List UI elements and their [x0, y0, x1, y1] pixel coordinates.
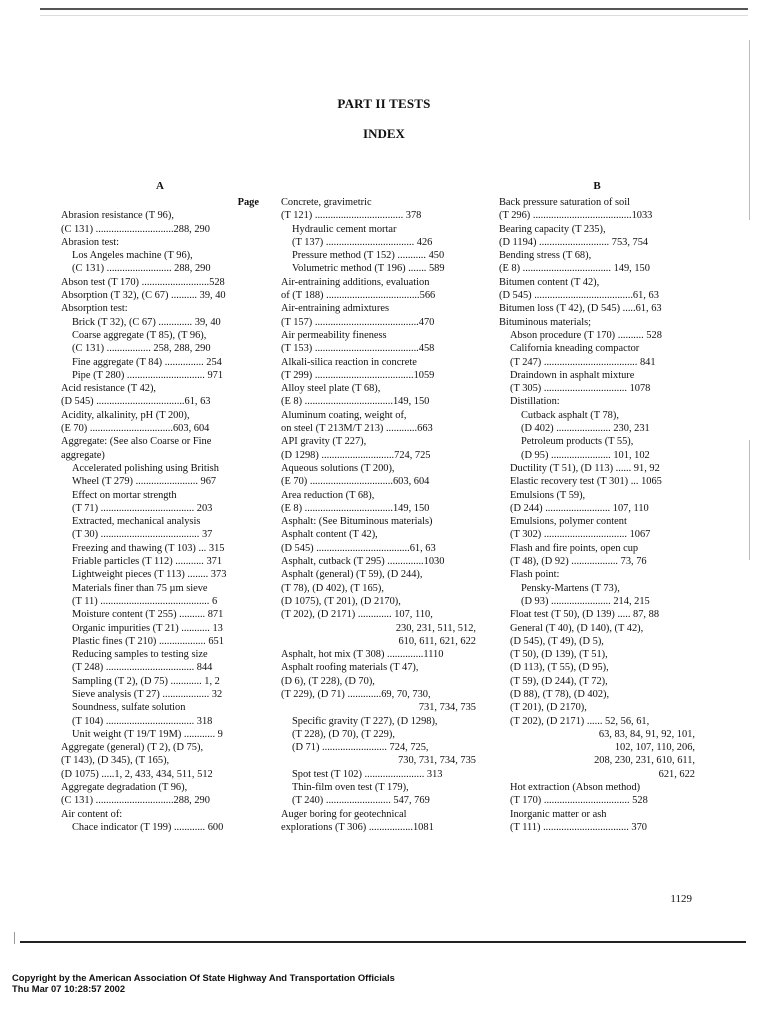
index-entry-line: Pensky-Martens (T 73),: [521, 582, 620, 594]
index-entry-line: (T 78), (D 402), (T 165),: [281, 582, 384, 594]
index-entry-line: (T 30) ...................................... 37: [72, 529, 213, 541]
index-entry-line: (D 244) ......................... 107, 110: [510, 502, 649, 514]
index-entry-line: (C 131) ..............................288, 290: [61, 795, 210, 807]
index-entry: [61, 369, 259, 382]
index-column-a-continued: [281, 180, 476, 834]
index-entry-line: Bending stress (T 68),: [499, 250, 592, 262]
index-entry-line: (E 70) ................................603, 604: [61, 423, 210, 435]
index-entry: [61, 821, 259, 834]
index-entry-line: on steel (T 213M/T 213) ............663: [281, 423, 433, 435]
index-entry-line: (C 131) ..............................288, 290: [61, 223, 210, 235]
index-entry-line: (C 131) ......................... 288, 290: [72, 263, 211, 275]
index-entry: [61, 582, 259, 609]
index-entry-line: Volumetric method (T 196) ....... 589: [292, 263, 445, 275]
index-entry-line: (T 11) .......................................... 6: [72, 595, 218, 607]
index-entry-line: (T 202), (D 2171) ............. 107, 110,: [281, 609, 433, 621]
index-entry: [61, 701, 259, 728]
index-entry-line: (T 137) .................................. 426: [292, 236, 433, 248]
index-entry-line: (D 1075) .....1, 2, 433, 434, 511, 512: [61, 768, 213, 780]
index-entry: [281, 409, 476, 436]
index-entry-line: Asphalt roofing materials (T 47),: [281, 662, 419, 674]
index-entry-line: Unit weight (T 19/T 19M) ............ 9: [72, 728, 223, 740]
index-entry-line: Wheel (T 279) ........................ 967: [72, 476, 217, 488]
index-entry-line: Distillation:: [510, 396, 560, 408]
index-entry-line: Abrasion resistance (T 96),: [61, 210, 174, 222]
index-entry-line: Plastic fines (T 210) .................. 651: [72, 635, 224, 647]
index-entry-line: Hot extraction (Abson method): [510, 782, 641, 794]
index-entry: [281, 249, 476, 262]
index-entry-line: (D 545) ..................................61, 63: [61, 396, 211, 408]
index-entry-line: Hydraulic cement mortar: [292, 223, 397, 235]
index-entry-line: General (T 40), (D 140), (T 42),: [510, 622, 644, 634]
index-entry-line: Alkali-silica reaction in concrete: [281, 356, 417, 368]
index-entry-line: (T 111) ................................. 370: [510, 821, 647, 833]
index-entry: [61, 409, 259, 436]
index-entry: [499, 608, 695, 621]
index-entry-line: (D 6), (T 228), (D 70),: [281, 675, 375, 687]
index-entry-line: Los Angeles machine (T 96),: [72, 250, 193, 262]
index-entry-line: (T 247) .................................... 841: [510, 356, 656, 368]
index-entry-line: Asphalt, hot mix (T 308) ..............1110: [281, 649, 444, 661]
index-entry-line: Freezing and thawing (T 103) ... 315: [72, 542, 225, 554]
page-column-heading: Page: [237, 197, 259, 208]
index-entry: [499, 342, 695, 369]
index-entry-line: (T 305) ................................ 1078: [510, 383, 651, 395]
index-entry-line: (D 93) ....................... 214, 215: [521, 595, 650, 607]
index-entry: [499, 568, 695, 581]
index-entry: [499, 276, 695, 303]
copyright-line: Copyright by the American Association Of State Highway And Transportation Officials: [12, 972, 395, 983]
index-entry: [61, 781, 259, 808]
index-entry: [281, 528, 476, 555]
index-entry-page-continuation: 731, 734, 735: [418, 702, 476, 714]
index-entry: [61, 542, 259, 555]
index-entry-line: (T 248) .................................. 844: [72, 662, 213, 674]
index-entry-line: (D 545), (T 49), (D 5),: [510, 635, 604, 647]
index-entry: [281, 555, 476, 568]
index-entry-line: Pressure method (T 152) ........... 450: [292, 250, 445, 262]
index-entry: [281, 196, 476, 223]
index-entry-line: Emulsions, polymer content: [510, 516, 627, 528]
index-entry: [61, 302, 259, 315]
index-entry-line: (T 296) ......................................1033: [499, 210, 653, 222]
index-entry: [499, 489, 695, 516]
index-entry: [61, 329, 259, 356]
index-entry-line: (T 121) .................................. 378: [281, 210, 422, 222]
index-entry: [61, 209, 259, 236]
index-entry-line: Aluminum coating, weight of,: [281, 409, 407, 421]
top-rule: [40, 8, 748, 10]
index-entry-line: Lightweight pieces (T 113) ........ 373: [72, 569, 227, 581]
index-entry-line: Aqueous solutions (T 200),: [281, 462, 395, 474]
index-entry: [499, 475, 695, 488]
index-entry: [281, 329, 476, 356]
index-entry: [499, 302, 695, 315]
index-entry-page-continuation: 63, 83, 84, 91, 92, 101,: [598, 728, 695, 740]
part-title: PART II TESTS: [337, 96, 431, 111]
index-entry: [281, 808, 476, 835]
index-entry-line: Acidity, alkalinity, pH (T 200),: [61, 409, 190, 421]
index-entry-line: California kneading compactor: [510, 343, 640, 355]
index-entry-line: Air permeability fineness: [281, 329, 387, 341]
index-entry-line: Concrete, gravimetric: [281, 197, 372, 208]
index-entry-page-continuation: 621, 622: [658, 768, 695, 780]
index-entry-line: Emulsions (T 59),: [510, 489, 586, 501]
index-entry-line: (T 240) ......................... 547, 769: [292, 795, 430, 807]
index-entry-line: Effect on mortar strength: [72, 489, 177, 501]
index-entry-line: Abson test (T 170) ..........................528: [61, 276, 225, 288]
index-entry-line: Flash and fire points, open cup: [510, 542, 639, 554]
index-entry: [499, 316, 695, 329]
index-entry-line: Air-entraining admixtures: [281, 303, 389, 315]
index-entry: [61, 688, 259, 701]
index-entry: [281, 262, 476, 275]
index-entry-line: (T 153) ........................................458: [281, 343, 435, 355]
index-entry-line: Auger boring for geotechnical: [281, 808, 407, 820]
index-entry-line: (T 143), (D 345), (T 165),: [61, 755, 170, 767]
index-entry-line: (T 201), (D 2170),: [510, 702, 587, 714]
index-entry-line: (D 1075), (T 201), (D 2170),: [281, 595, 401, 607]
index-entry: [61, 276, 259, 289]
index-entry-line: Aggregate: (See also Coarse or Fine: [61, 436, 212, 448]
index-entry-line: Aggregate (general) (T 2), (D 75),: [61, 742, 204, 754]
index-entry: [281, 715, 476, 768]
index-entry: [61, 316, 259, 329]
index-entry: [281, 223, 476, 250]
index-entry-line: (T 48), (D 92) .................. 73, 76: [510, 556, 647, 568]
index-entry: [499, 369, 695, 396]
index-entry-page-continuation: 208, 230, 231, 610, 611,: [594, 755, 695, 767]
index-entry-line: (E 8) ..................................149, 150: [281, 396, 430, 408]
index-entry-line: Materials finer than 75 µm sieve: [72, 582, 208, 594]
index-entry-line: aggregate): [61, 449, 105, 461]
index-entry-line: Pipe (T 280) .............................. 971: [72, 369, 224, 381]
index-entry-line: Organic impurities (T 21) ........... 13: [72, 622, 223, 634]
index-entry-line: (D 88), (T 78), (D 402),: [510, 688, 610, 700]
scan-edge-mark: [749, 440, 750, 560]
index-entry: [499, 622, 695, 782]
index-entry: [499, 249, 695, 276]
index-entry-line: Flash point:: [510, 569, 560, 581]
timestamp-line: Thu Mar 07 10:28:57 2002: [12, 983, 126, 994]
index-entry-line: Area reduction (T 68),: [281, 489, 375, 501]
index-entry: [61, 382, 259, 409]
index-entry-line: Fine aggregate (T 84) ............... 254: [72, 356, 222, 368]
index-entry: [281, 276, 476, 303]
index-entry-line: Extracted, mechanical analysis: [72, 516, 201, 528]
index-entry-line: Asphalt (general) (T 59), (D 244),: [281, 569, 423, 581]
index-entry-line: (D 545) ......................................61, 63: [499, 290, 659, 302]
index-entry-line: Float test (T 50), (D 139) ..... 87, 88: [510, 609, 660, 621]
index-entry: [281, 781, 476, 808]
index-entry-line: Acid resistance (T 42),: [61, 383, 157, 395]
index-entry-line: (E 8) .................................. 149, 150: [499, 263, 650, 275]
index-entry: [499, 542, 695, 569]
index-entry-line: Brick (T 32), (C 67) ............. 39, 40: [72, 316, 221, 328]
index-entry-line: Draindown in asphalt mixture: [510, 369, 635, 381]
index-entry-line: Air content of:: [61, 808, 123, 820]
index-entry: [61, 462, 259, 489]
index-entry: [61, 236, 259, 249]
index-entry: [499, 462, 695, 475]
index-entry-line: explorations (T 306) .................1081: [281, 821, 434, 833]
index-entry-line: Chace indicator (T 199) ............ 600: [72, 821, 224, 833]
index-entry-line: (D 71) ......................... 724, 725,: [292, 742, 429, 754]
index-entry-line: (T 104) .................................. 318: [72, 715, 213, 727]
index-entry: [61, 608, 259, 621]
index-title: INDEX: [363, 126, 405, 141]
index-entry-line: Bitumen loss (T 42), (D 545) .....61, 63: [499, 303, 662, 315]
index-entry: [61, 808, 259, 821]
index-entry-line: (T 170) ................................. 528: [510, 795, 648, 807]
index-entry-line: Moisture content (T 255) .......... 871: [72, 609, 224, 621]
index-entry-line: Coarse aggregate (T 85), (T 96),: [72, 329, 207, 341]
index-entry: [499, 409, 695, 436]
index-entry-line: (D 402) ..................... 230, 231: [521, 423, 650, 435]
index-entry-line: of (T 188) ....................................566: [281, 290, 436, 302]
index-entry-page-continuation: 102, 107, 110, 206,: [614, 742, 695, 754]
index-entry: [499, 196, 695, 223]
column-letter-heading: A: [156, 180, 164, 192]
index-entry: [499, 223, 695, 250]
index-column-a: [61, 180, 259, 834]
index-entry: [499, 515, 695, 542]
index-entry-line: (D 113), (T 55), (D 95),: [510, 662, 609, 674]
index-entry: [61, 489, 259, 516]
index-entry: [61, 249, 259, 276]
bottom-rule: [20, 941, 746, 943]
index-entry: [281, 515, 476, 528]
index-entry-line: (E 8) ..................................149, 150: [281, 502, 430, 514]
index-entry: [281, 768, 476, 781]
index-entry-line: (C 131) ................. 258, 288, 290: [72, 343, 211, 355]
index-entry-line: Ductility (T 51), (D 113) ...... 91, 92: [510, 462, 660, 474]
column-letter-heading: [281, 180, 476, 196]
index-entry-line: Air-entraining additions, evaluation: [281, 276, 430, 288]
index-entry: [61, 515, 259, 542]
index-entry: [61, 622, 259, 635]
index-entry-line: (D 545) ....................................61, 63: [281, 542, 436, 554]
index-entry: [281, 435, 476, 462]
index-entry: [61, 435, 259, 462]
index-entry: [61, 568, 259, 581]
index-entry-line: Aggregate degradation (T 96),: [61, 782, 188, 794]
index-entry-line: Petroleum products (T 55),: [521, 436, 634, 448]
index-entry-line: (D 1194) ........................... 753, 754: [499, 236, 649, 248]
index-entry-line: Abrasion test:: [61, 236, 120, 248]
index-entry-line: (T 228), (D 70), (T 229),: [292, 728, 395, 740]
index-entry: [499, 395, 695, 408]
index-entry-line: Spot test (T 102) ....................... 313: [292, 768, 443, 780]
index-entry: [281, 356, 476, 383]
index-entry: [281, 568, 476, 648]
index-entry-line: Inorganic matter or ash: [510, 808, 607, 820]
index-entry-line: (T 299) ......................................1059: [281, 369, 435, 381]
index-entry-page-continuation: 230, 231, 511, 512,: [395, 622, 476, 634]
index-entry-line: Bituminous materials;: [499, 316, 592, 328]
index-entry-line: Specific gravity (T 227), (D 1298),: [292, 715, 438, 727]
index-entry-line: Alloy steel plate (T 68),: [281, 383, 381, 395]
index-entry-page-continuation: 730, 731, 734, 735: [398, 755, 476, 767]
index-column-b: [499, 180, 695, 834]
scan-tick-mark: [14, 932, 15, 944]
index-entry: [499, 781, 695, 808]
index-entry: [499, 435, 695, 462]
index-entry: [61, 555, 259, 568]
index-entry: [61, 356, 259, 369]
index-entry: [499, 582, 695, 609]
index-entry-line: (T 50), (D 139), (T 51),: [510, 649, 608, 661]
page-header: [0, 96, 768, 142]
index-entry-line: (T 157) ........................................470: [281, 316, 435, 328]
index-entry-line: Absorption (T 32), (C 67) .......... 39, 40: [61, 290, 226, 302]
index-entry: [61, 635, 259, 648]
index-entry-line: Sampling (T 2), (D 75) ............ 1, 2: [72, 675, 220, 687]
index-entry: [281, 382, 476, 409]
index-entry-line: Bitumen content (T 42),: [499, 276, 600, 288]
index-entry-page-continuation: 610, 611, 621, 622: [398, 635, 476, 647]
index-entry-line: (T 229), (D 71) .............69, 70, 730,: [281, 688, 431, 700]
column-letter-heading: B: [593, 180, 601, 192]
index-entry-line: Soundness, sulfate solution: [72, 702, 186, 714]
index-entry-line: Asphalt: (See Bituminous materials): [281, 516, 433, 528]
index-entry-line: Thin-film oven test (T 179),: [292, 782, 409, 794]
index-entry-line: (D 1298) ............................724, 725: [281, 449, 431, 461]
index-entry-line: Asphalt content (T 42),: [281, 529, 378, 541]
index-entry: [61, 675, 259, 688]
index-entry-line: Accelerated polishing using British: [72, 462, 219, 474]
index-entry: [499, 329, 695, 342]
index-entry-line: API gravity (T 227),: [281, 436, 367, 448]
index-entry-line: (T 302) ................................ 1067: [510, 529, 651, 541]
index-entry: [281, 489, 476, 516]
index-entry: [281, 648, 476, 661]
top-rule-faint: [40, 15, 748, 16]
index-entry-line: (E 70) ................................603, 604: [281, 476, 430, 488]
index-entry-line: Asphalt, cutback (T 295) ..............1030: [281, 556, 445, 568]
index-entry-line: (D 95) ....................... 101, 102: [521, 449, 650, 461]
index-entry: [281, 462, 476, 489]
index-entry: [61, 648, 259, 675]
index-entry-line: (T 202), (D 2171) ...... 52, 56, 61,: [510, 715, 650, 727]
index-entry-line: Absorption test:: [61, 303, 128, 315]
index-entry: [61, 728, 259, 741]
index-entry: [499, 808, 695, 835]
index-entry-line: Elastic recovery test (T 301) ... 1065: [510, 476, 662, 488]
index-entry: [61, 741, 259, 781]
index-entry-line: (T 59), (D 244), (T 72),: [510, 675, 608, 687]
index-entry-line: Cutback asphalt (T 78),: [521, 409, 619, 421]
index-entry-line: Back pressure saturation of soil: [499, 197, 631, 208]
index-entry: [281, 302, 476, 329]
index-entry: [281, 661, 476, 714]
index-entry-line: (T 71) .................................... 203: [72, 502, 213, 514]
index-entry-line: Sieve analysis (T 27) .................. 32: [72, 688, 223, 700]
page-number: 1129: [670, 893, 692, 905]
index-entry: [61, 289, 259, 302]
index-entry-line: Bearing capacity (T 235),: [499, 223, 606, 235]
index-entry-line: Reducing samples to testing size: [72, 649, 208, 661]
index-entry-line: Friable particles (T 112) ........... 371: [72, 556, 223, 568]
index-entry-line: Abson procedure (T 170) .......... 528: [510, 329, 662, 341]
copyright-footer: [12, 972, 395, 994]
